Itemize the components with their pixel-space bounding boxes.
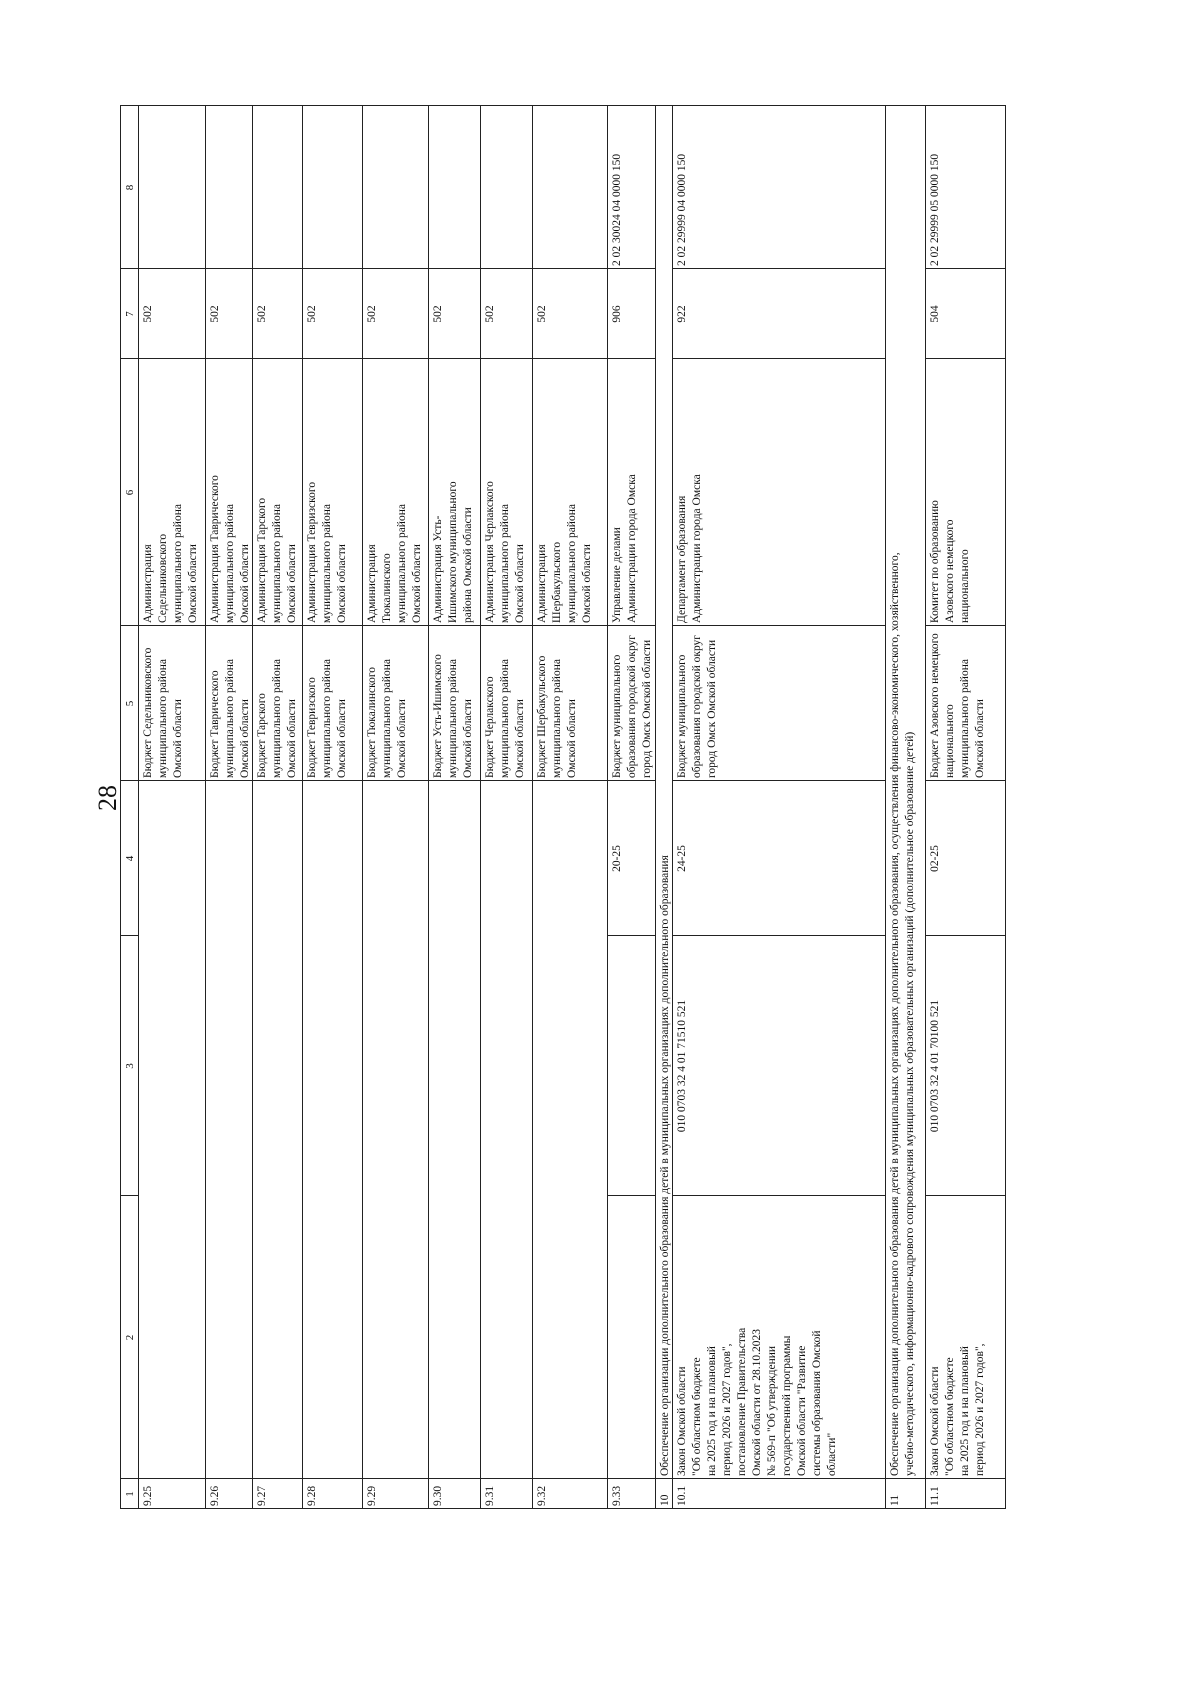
section-11-title — [885, 105, 926, 1479]
row-9-28-c234 — [302, 780, 363, 1479]
row-9-29-c5 — [362, 625, 429, 781]
row-11-1-num-text: 11.1 — [929, 1486, 941, 1506]
row-9-30-c6 — [428, 358, 481, 626]
section-11-num — [885, 1478, 926, 1509]
row-9-32-c6-text: Администрация Шербакульского муниципального района Омской области — [536, 504, 593, 623]
row-9-33-c5 — [607, 625, 656, 781]
row-9-30-c5-text: Бюджет Усть-Ишимского муниципального района Омской области — [432, 654, 474, 778]
row-9-33-c7 — [607, 268, 656, 359]
row-9-25-c7 — [138, 268, 206, 359]
row-9-32-c6 — [532, 358, 608, 626]
row-9-30-c6-text: Администрация Усть- Ишимского муниципального района Омской области — [432, 481, 474, 623]
row-9-26-c5-text: Бюджет Таврического муниципального района Омской области — [209, 659, 251, 778]
row-9-29-c7 — [362, 268, 429, 359]
row-9-33-c5-text: Бюджет муниципального образования городской округ город Омск Омской области — [611, 634, 653, 778]
row-11-1-c3 — [925, 935, 1006, 1196]
header-col-2-text: 2 — [124, 1334, 136, 1341]
row-9-28-num-text: 9.28 — [306, 1485, 318, 1506]
row-9-25-c5-text: Бюджет Седельниковского муниципального района Омской области — [142, 647, 184, 778]
row-9-32-c7 — [532, 268, 608, 359]
row-9-32-c7-text: 502 — [536, 305, 548, 323]
row-9-32-c234 — [532, 780, 608, 1479]
section-10-title-text: Обеспечение организации дополнительного образования детей в муниципальных организациях дополнительного образования — [659, 855, 671, 1476]
row-9-26-c7-text: 502 — [209, 305, 221, 323]
row-9-33-c2 — [607, 1195, 656, 1479]
row-9-29-c6 — [362, 358, 429, 626]
row-11-1-c5-text: Бюджет Азовского немецкого национального муниципального района Омской области — [929, 633, 986, 778]
header-col-7 — [120, 268, 139, 359]
header-col-1-text: 1 — [124, 1491, 136, 1497]
row-10-1-c5-text: Бюджет муниципального образования городской округ город Омск Омской области — [676, 634, 718, 778]
row-10-1-c3 — [672, 935, 886, 1196]
row-9-31-c7-text: 502 — [484, 305, 496, 323]
header-col-7-text: 7 — [124, 311, 136, 317]
row-11-1-num — [925, 1478, 1006, 1509]
row-9-33-c6 — [607, 358, 656, 626]
row-9-30-c234 — [428, 780, 481, 1479]
row-9-27-c6 — [252, 358, 303, 626]
row-9-26-num-text: 9.26 — [209, 1485, 221, 1506]
header-col-2 — [120, 1195, 139, 1479]
section-11-num-text: 11 — [889, 1494, 901, 1506]
row-11-1-c4-text: 02-25 — [929, 845, 941, 872]
row-10-1-c6 — [672, 358, 886, 626]
row-10-1-num-text: 10.1 — [676, 1485, 688, 1506]
row-9-32-c5-text: Бюджет Шербакульского муниципального района Омской области — [536, 655, 578, 778]
header-col-3 — [120, 935, 139, 1196]
row-11-1-c7-text: 504 — [929, 305, 941, 323]
row-9-33-c4 — [607, 780, 656, 936]
row-11-1-c4 — [925, 780, 1006, 936]
row-9-27-c5-text: Бюджет Тарского муниципального района Омской области — [256, 659, 298, 778]
header-col-1 — [120, 1478, 139, 1509]
row-11-1-c8-text: 2 02 29999 05 0000 150 — [929, 153, 941, 266]
row-9-33-c3 — [607, 935, 656, 1196]
row-9-28-num — [302, 1478, 363, 1509]
row-11-1-c3-text: 010 0703 32 4 01 70100 521 — [929, 999, 941, 1133]
row-9-32-c5 — [532, 625, 608, 781]
row-10-1-c8 — [672, 105, 886, 269]
row-9-25-c6 — [138, 358, 206, 626]
row-11-1-c2-text: Закон Омской области "Об областном бюджете на 2025 год и на плановый период 2026 и 2027 годов", — [929, 1343, 986, 1476]
row-9-26-c5 — [205, 625, 253, 781]
row-10-1-c6-text: Департамент образования Администрации города Омска — [676, 474, 703, 623]
row-9-25-c5 — [138, 625, 206, 781]
row-9-28-c7 — [302, 268, 363, 359]
row-9-33-c8 — [607, 105, 656, 269]
row-9-29-c234 — [362, 780, 429, 1479]
row-9-32-num — [532, 1478, 608, 1509]
row-11-1-c7 — [925, 268, 1006, 359]
row-9-25-c234 — [138, 780, 206, 1479]
row-9-29-c5-text: Бюджет Тюкалинского муниципального района Омской области — [366, 659, 408, 778]
row-9-33-c6-text: Управление делами Администрации города Омска — [611, 474, 638, 623]
row-9-33-num — [607, 1478, 656, 1509]
row-9-28-c6-text: Администрация Тевризского муниципального района Омской области — [306, 481, 348, 623]
row-9-26-num — [205, 1478, 253, 1509]
row-9-30-num — [428, 1478, 481, 1509]
row-9-26-c7 — [205, 268, 253, 359]
row-11-1-c2 — [925, 1195, 1006, 1479]
header-col-6 — [120, 358, 139, 626]
row-9-25-c7-text: 502 — [142, 305, 154, 323]
row-9-32-c8 — [532, 105, 608, 269]
row-9-28-c6 — [302, 358, 363, 626]
row-9-26-c6-text: Администрация Таврического муниципального района Омской области — [209, 475, 251, 623]
row-9-30-c7-text: 502 — [432, 305, 444, 323]
row-9-26-c6 — [205, 358, 253, 626]
row-9-27-c7 — [252, 268, 303, 359]
row-9-31-c7 — [480, 268, 533, 359]
row-10-1-num — [672, 1478, 886, 1509]
row-9-27-c8 — [252, 105, 303, 269]
section-11-title-text: Обеспечение организации дополнительного образования детей в муниципальных организациях дополнительного образования, осуществления финансово-экономического, хозяйственного, учебно-методического, информационно-кадрового сопровождения муниципальных образовательных организаций (дополнительное образование детей) — [889, 552, 916, 1476]
header-col-4-text: 4 — [124, 855, 136, 862]
row-9-33-c7-text: 906 — [611, 305, 623, 323]
row-9-33-c4-text: 20-25 — [611, 845, 623, 872]
row-10-1-c4-text: 24-25 — [676, 845, 688, 872]
header-col-4 — [120, 780, 139, 936]
row-9-25-c6-text: Администрация Седельниковского муниципального района Омской области — [142, 504, 199, 623]
row-10-1-c5 — [672, 625, 886, 781]
row-9-29-c7-text: 502 — [366, 305, 378, 323]
row-10-1-c2-text: Закон Омской области "Об областном бюджете на 2025 год и на плановый период 2026 и 2027 годов", постановление Правительства Омской области от 28.10.2023 № 569-п "Об утверждении государственной программы Омской области "Развитие системы образования Омской области" — [676, 1327, 838, 1476]
row-9-28-c8 — [302, 105, 363, 269]
row-9-32-num-text: 9.32 — [536, 1485, 548, 1506]
row-9-28-c5 — [302, 625, 363, 781]
row-9-29-c6-text: Администрация Тюкалинского муниципального района Омской области — [366, 504, 423, 623]
row-11-1-c6-text: Комитет по образованию Азовского немецкого национального — [929, 500, 971, 623]
row-11-1-c8 — [925, 105, 1006, 269]
row-9-30-c8 — [428, 105, 481, 269]
row-9-30-c7 — [428, 268, 481, 359]
row-9-33-num-text: 9.33 — [611, 1485, 623, 1506]
row-9-28-c7-text: 502 — [306, 305, 318, 323]
row-9-33-c8-text: 2 02 30024 04 0000 150 — [611, 153, 623, 266]
row-10-1-c2 — [672, 1195, 886, 1479]
row-9-31-c8 — [480, 105, 533, 269]
row-9-25-num-text: 9.25 — [142, 1485, 154, 1506]
row-10-1-c7-text: 922 — [676, 305, 688, 323]
header-col-3-text: 3 — [124, 1063, 136, 1069]
row-9-27-c234 — [252, 780, 303, 1479]
row-9-29-num-text: 9.29 — [366, 1485, 378, 1506]
row-9-29-c8 — [362, 105, 429, 269]
row-11-1-c6 — [925, 358, 1006, 626]
row-9-29-num — [362, 1478, 429, 1509]
row-9-31-c5-text: Бюджет Черлакского муниципального района Омской области — [484, 659, 526, 778]
row-11-1-c5 — [925, 625, 1006, 781]
row-9-31-c5 — [480, 625, 533, 781]
row-9-27-num — [252, 1478, 303, 1509]
row-9-27-num-text: 9.27 — [256, 1485, 268, 1506]
row-9-25-num — [138, 1478, 206, 1509]
row-9-25-c8 — [138, 105, 206, 269]
row-9-26-c234 — [205, 780, 253, 1479]
row-9-26-c8 — [205, 105, 253, 269]
header-col-8-text: 8 — [124, 184, 136, 191]
row-9-31-c6 — [480, 358, 533, 626]
row-10-1-c4 — [672, 780, 886, 936]
row-10-1-c7 — [672, 268, 886, 359]
row-9-31-c234 — [480, 780, 533, 1479]
row-10-1-c8-text: 2 02 29999 04 0000 150 — [676, 153, 688, 266]
row-9-27-c6-text: Администрация Тарского муниципального района Омской области — [256, 497, 298, 623]
header-col-5-text: 5 — [124, 700, 136, 707]
header-col-6-text: 6 — [124, 489, 136, 496]
row-9-31-num-text: 9.31 — [484, 1485, 496, 1506]
row-10-1-c3-text: 010 0703 32 4 01 71510 521 — [676, 999, 688, 1133]
header-col-8 — [120, 105, 139, 269]
header-col-5 — [120, 625, 139, 781]
row-9-27-c5 — [252, 625, 303, 781]
row-9-30-num-text: 9.30 — [432, 1485, 444, 1506]
page-number: 28 — [93, 785, 122, 811]
row-9-28-c5-text: Бюджет Тевризского муниципального района Омской области — [306, 659, 348, 778]
row-9-31-num — [480, 1478, 533, 1509]
section-10-num-text: 10 — [659, 1494, 671, 1506]
section-10-num — [655, 1478, 673, 1509]
row-9-31-c6-text: Администрация Черлакского муниципального района Омской области — [484, 481, 526, 623]
section-10-title — [655, 105, 673, 1479]
row-9-27-c7-text: 502 — [256, 305, 268, 323]
row-9-30-c5 — [428, 625, 481, 781]
